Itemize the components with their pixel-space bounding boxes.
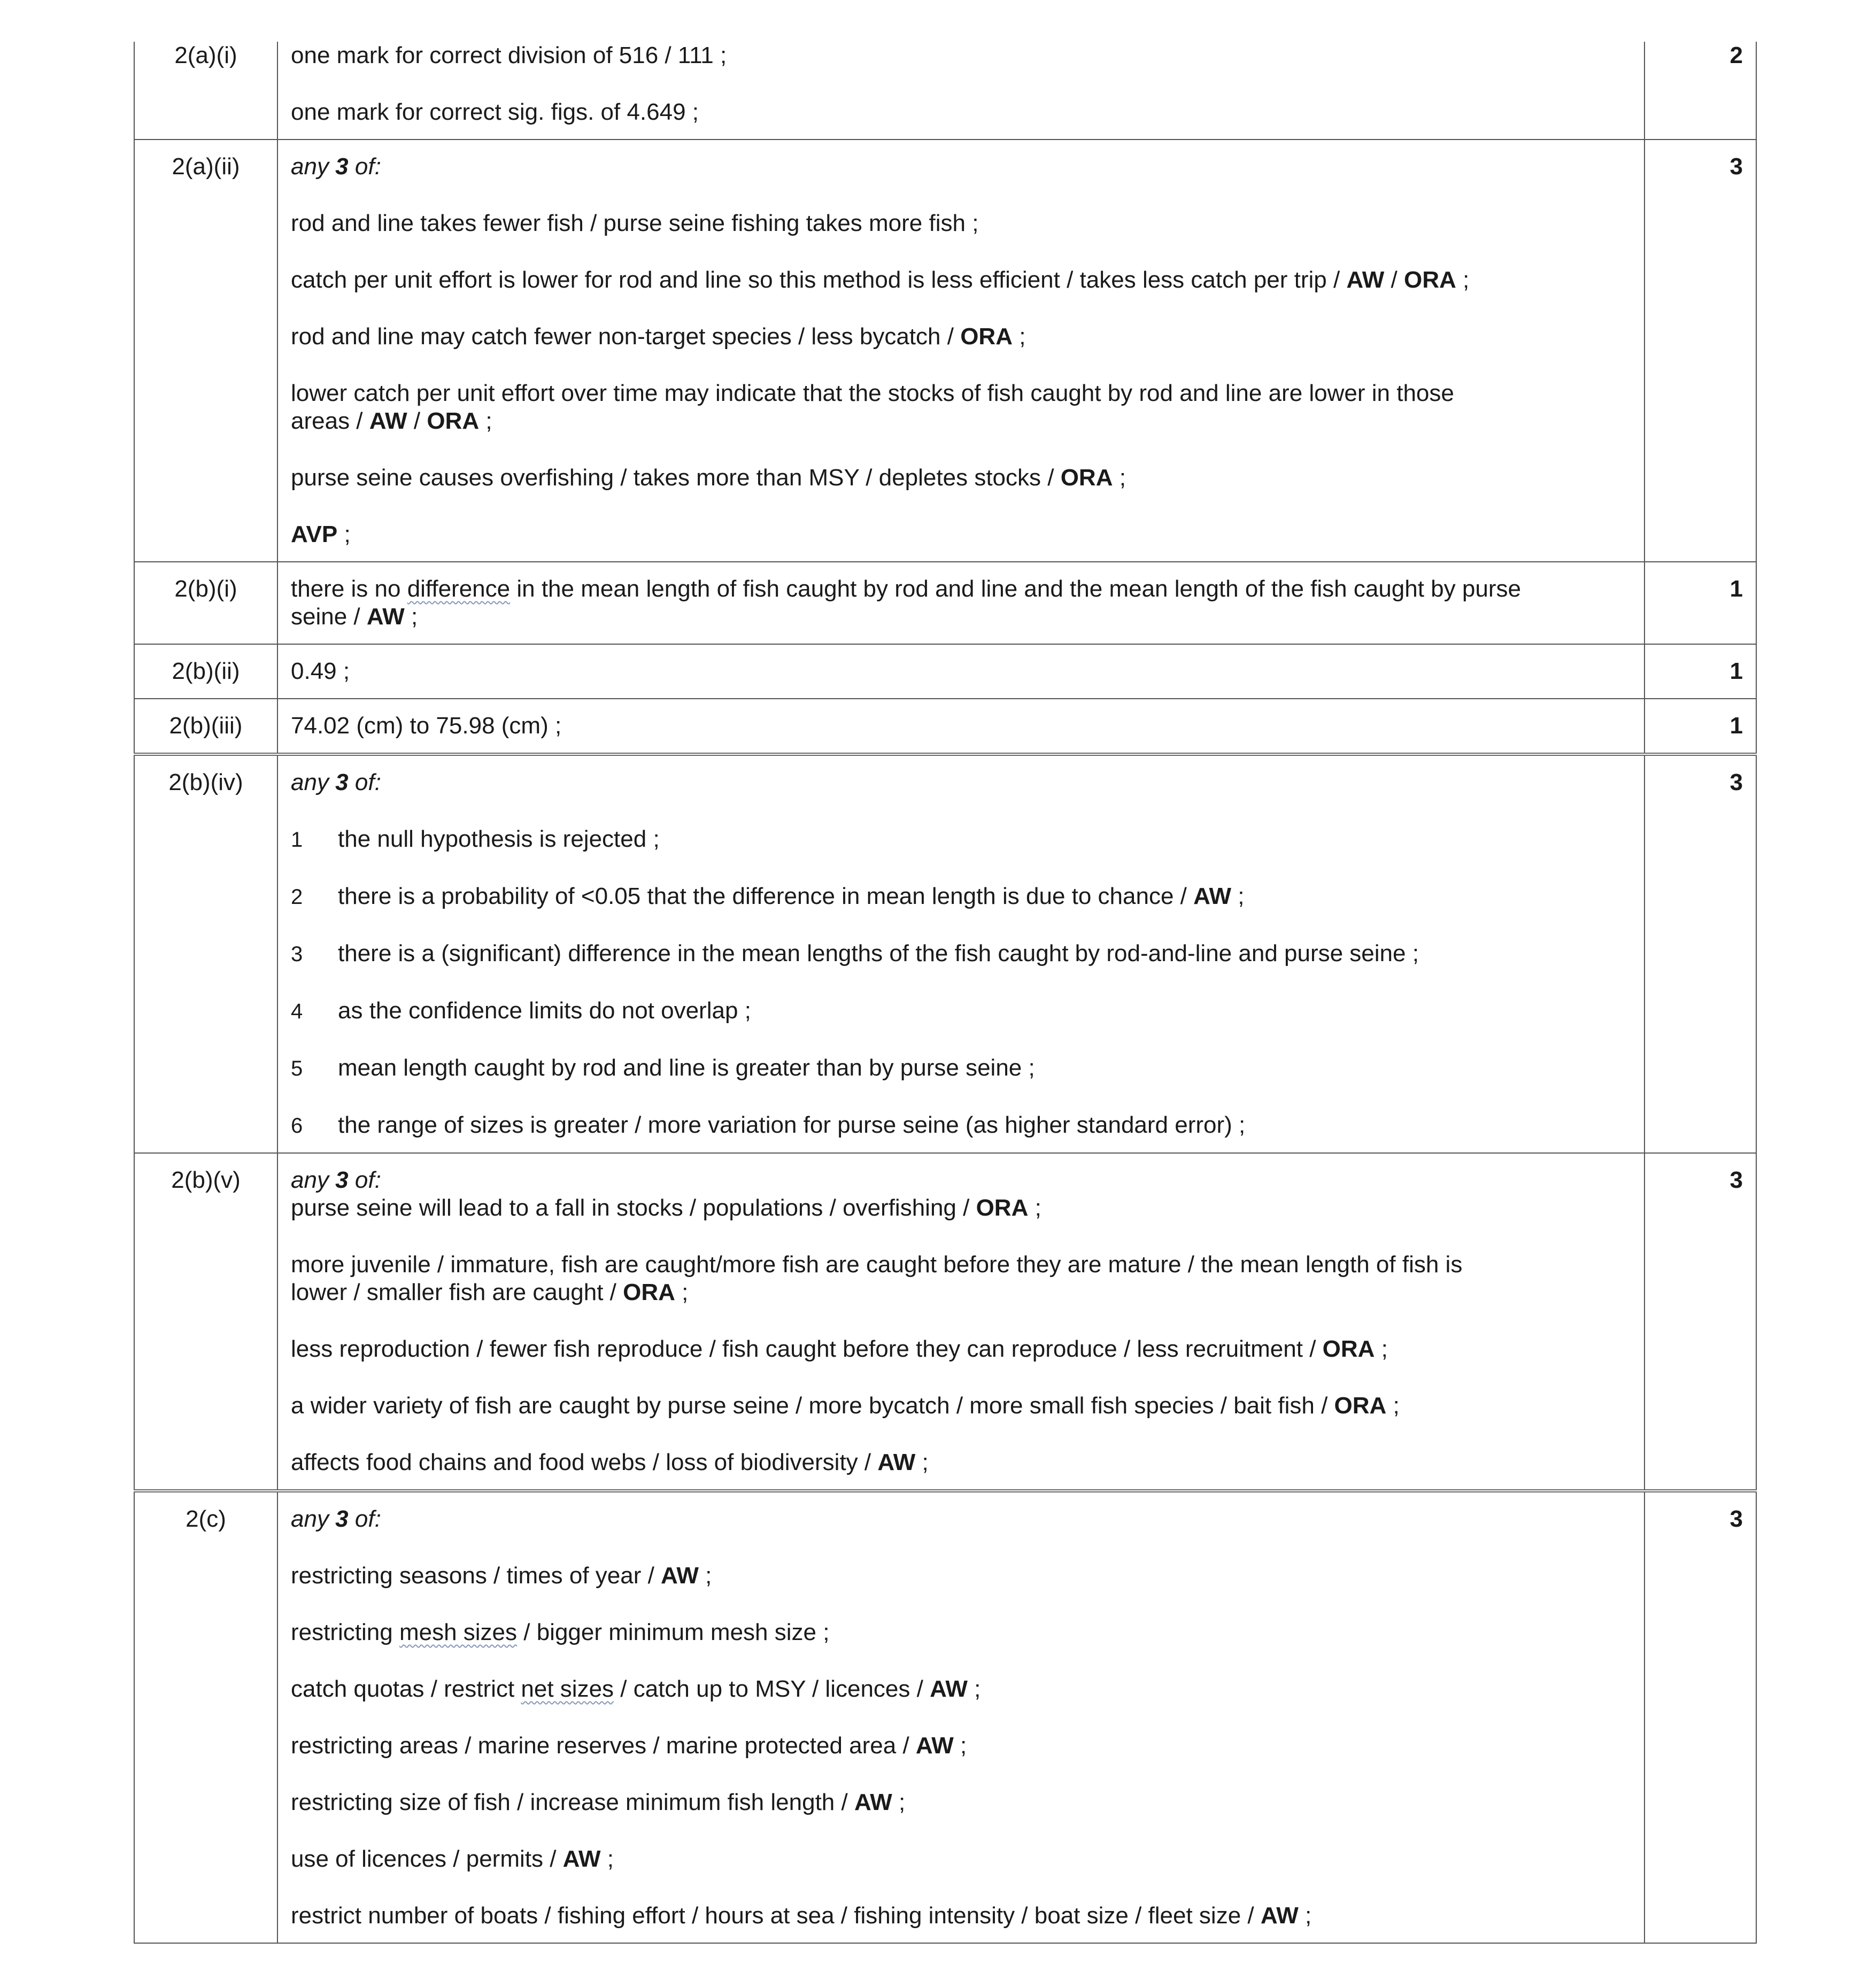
answer-line: 74.02 (cm) to 75.98 (cm) ;: [291, 713, 562, 739]
answer-cell: [277, 754, 1645, 1153]
answer-intro: any 3 of:: [291, 769, 381, 795]
answer-intro: any 3 of:: [291, 1167, 381, 1193]
table-row: [134, 699, 1756, 754]
answer-line: one mark for correct division of 516 / 111 ;: [291, 42, 727, 68]
marks: 1: [1645, 562, 1756, 644]
answer-line: purse seine will lead to a fall in stocks / populations / overfishing / ORA ;: [291, 1195, 1041, 1221]
answer-line: catch quotas / restrict net sizes / catch up to MSY / licences / AW ;: [291, 1676, 981, 1702]
list-item: 3 there is a (significant) difference in the mean lengths of the fish caught by rod-and-line and purse seine ;: [291, 940, 1419, 966]
answer-cell: [277, 699, 1645, 754]
answer-cell: [277, 1491, 1645, 1943]
answer-line: purse seine causes overfishing / takes more than MSY / depletes stocks / ORA ;: [291, 465, 1126, 491]
question-number: 2(b)(ii): [134, 644, 277, 699]
table-row: [134, 140, 1756, 562]
answer-line: lower catch per unit effort over time may indicate that the stocks of fish caught by rod and line are lower in those areas / AW / ORA ;: [291, 380, 1454, 434]
answer-cell: [277, 140, 1645, 562]
table-row: [134, 1153, 1756, 1491]
answer-line: rod and line may catch fewer non-target species / less bycatch / ORA ;: [291, 323, 1026, 350]
answer-line: restricting mesh sizes / bigger minimum mesh size ;: [291, 1619, 830, 1645]
list-item: 6 the range of sizes is greater / more variation for purse seine (as higher standard error) ;: [291, 1112, 1246, 1138]
table-row: [134, 1491, 1756, 1943]
answer-line: one mark for correct sig. figs. of 4.649 ;: [291, 99, 699, 125]
answer-line: AVP ;: [291, 521, 351, 547]
question-number: 2(c): [134, 1491, 277, 1943]
answer-line: a wider variety of fish are caught by purse seine / more bycatch / more small fish species / bait fish / ORA ;: [291, 1393, 1400, 1419]
answer-line: restrict number of boats / fishing effort / hours at sea / fishing intensity / boat size / fleet size / AW ;: [291, 1902, 1312, 1929]
question-number: 2(b)(i): [134, 562, 277, 644]
mark-scheme-table: [134, 42, 1757, 1944]
mark-scheme-page: [134, 42, 1757, 1944]
marks: 2: [1645, 42, 1756, 140]
answer-cell: [277, 42, 1645, 140]
answer-line: restricting size of fish / increase minimum fish length / AW ;: [291, 1789, 906, 1815]
answer-line: less reproduction / fewer fish reproduce / fish caught before they can reproduce / less recruitment / ORA ;: [291, 1336, 1388, 1362]
answer-intro: any 3 of:: [291, 153, 381, 180]
marks: 3: [1645, 754, 1756, 1153]
answer-line: restricting areas / marine reserves / marine protected area / AW ;: [291, 1732, 967, 1759]
list-item: 4 as the confidence limits do not overlap ;: [291, 997, 751, 1024]
question-number: 2(b)(v): [134, 1153, 277, 1491]
answer-line: more juvenile / immature, fish are caught/more fish are caught before they are mature / the mean length of fish is lower / smaller fish are caught / ORA ;: [291, 1251, 1463, 1305]
answer-intro: any 3 of:: [291, 1506, 381, 1532]
question-number: 2(b)(iii): [134, 699, 277, 754]
answer-line: affects food chains and food webs / loss of biodiversity / AW ;: [291, 1449, 929, 1475]
table-row: [134, 754, 1756, 1153]
answer-cell: [277, 1153, 1645, 1491]
answer-cell: [277, 644, 1645, 699]
list-item: 2 there is a probability of <0.05 that the difference in mean length is due to chance / AW ;: [291, 883, 1245, 909]
marks: 3: [1645, 140, 1756, 562]
answer-line: catch per unit effort is lower for rod and line so this method is less efficient / takes less catch per trip / AW / ORA ;: [291, 267, 1470, 293]
answer-line: 0.49 ;: [291, 658, 350, 684]
table-row: [134, 562, 1756, 644]
marks: 3: [1645, 1153, 1756, 1491]
question-number: 2(a)(ii): [134, 140, 277, 562]
marks: 1: [1645, 699, 1756, 754]
marks: 3: [1645, 1491, 1756, 1943]
table-row: [134, 42, 1756, 140]
list-item: 1 the null hypothesis is rejected ;: [291, 826, 660, 852]
marks: 1: [1645, 644, 1756, 699]
answer-line: there is no difference in the mean length of fish caught by rod and line and the mean length of the fish caught by purse seine / AW ;: [291, 576, 1521, 630]
answer-line: restricting seasons / times of year / AW ;: [291, 1562, 712, 1589]
answer-line: rod and line takes fewer fish / purse seine fishing takes more fish ;: [291, 210, 979, 236]
question-number: 2(a)(i): [134, 42, 277, 140]
question-number: 2(b)(iv): [134, 754, 277, 1153]
answer-line: use of licences / permits / AW ;: [291, 1846, 614, 1872]
answer-cell: [277, 562, 1645, 644]
list-item: 5 mean length caught by rod and line is greater than by purse seine ;: [291, 1055, 1035, 1081]
table-row: [134, 644, 1756, 699]
